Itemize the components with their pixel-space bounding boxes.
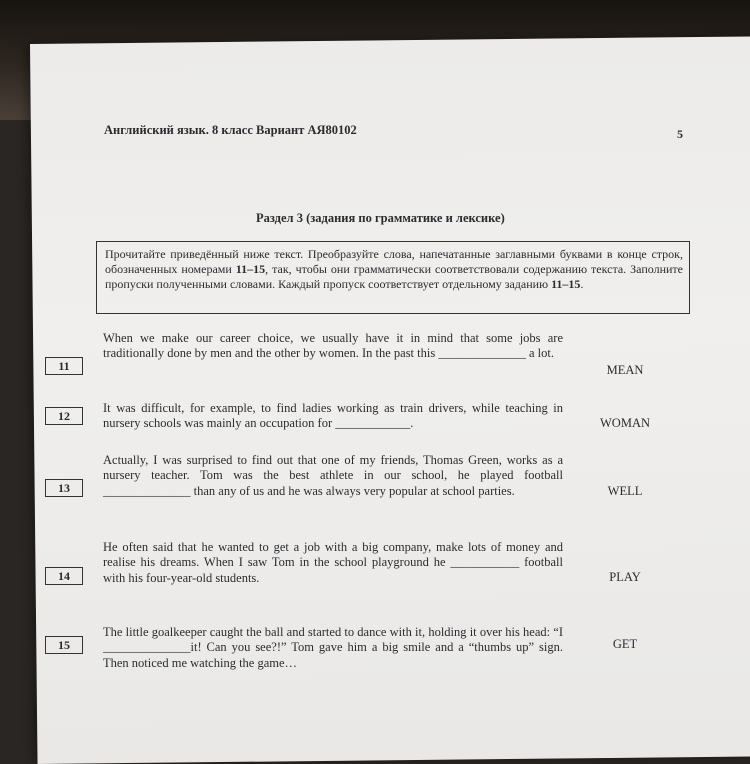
page-number: 5 [677, 127, 683, 141]
task-keyword: GET [612, 637, 638, 651]
task-text: He often said that he wanted to get a job with a big company, make lots of money and realise his dreams. When I saw Tom in the school playground he ___________ football with his four-year-old students. [103, 540, 563, 585]
instructions-range-1: 11–15 [235, 262, 266, 276]
task-keyword: WELL [607, 484, 643, 498]
instructions-text-2: , так, чтобы они грамматически соответствовали содержанию текста. Заполните пропуски полученными словами. Каждый пропуск соответствует отдельному заданию [105, 262, 683, 291]
task-text: It was difficult, for example, to find ladies working as train drivers, while teaching in nursery schools was mainly an occupation for ____________. [103, 401, 563, 431]
task-text: The little goalkeeper caught the ball and started to dance with it, holding it over his head: “I ______________it! Can you see?!” Tom gave him a big smile and a “thumbs up” sign. Then noticed me watching the game… [103, 625, 563, 670]
instructions-range-2: 11–15 [551, 277, 581, 291]
section-title: Раздел 3 (задания по грамматике и лексике) [256, 211, 505, 225]
task-keyword: WOMAN [600, 416, 650, 430]
page-header: Английский язык. 8 класс Вариант АЯ80102 [104, 123, 357, 137]
task-keyword: PLAY [609, 570, 641, 584]
instructions-box [96, 241, 690, 314]
task-number-box: 13 [45, 479, 83, 497]
instructions-text-1: Прочитайте приведённый ниже текст. Преобразуйте слова, напечатанные заглавными буквами в конце строк, обозначенных номерами [105, 247, 683, 276]
task-number-box: 14 [45, 567, 83, 585]
task-number-box: 12 [45, 407, 83, 425]
instructions-text-3: . [580, 277, 584, 291]
task-text: Actually, I was surprised to find out that one of my friends, Thomas Green, works as a nursery teacher. Tom was the best athlete in our school, he played football ______________ than any of us and he was always very popular at school parties. [103, 453, 563, 498]
task-number-box: 15 [45, 636, 83, 654]
task-number-box: 11 [45, 357, 83, 375]
task-keyword: MEAN [606, 363, 644, 377]
task-text: When we make our career choice, we usually have it in mind that some jobs are traditionally done by men and the other by women. In the past this ______________ a lot. [103, 331, 563, 361]
